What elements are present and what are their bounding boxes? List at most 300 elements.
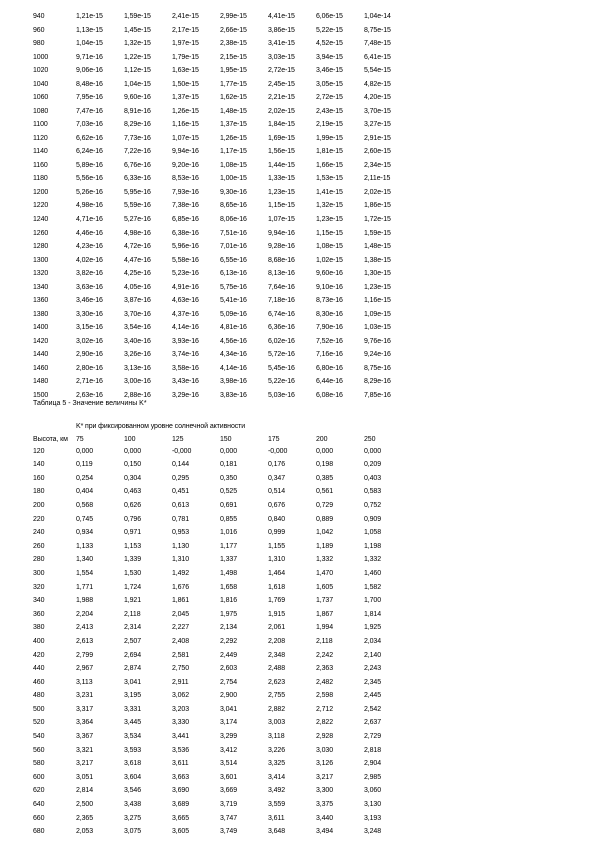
value-cell: 1,41e-15 [316, 188, 343, 196]
row-label-cell: 560 [33, 746, 45, 754]
value-cell: 3,217 [76, 760, 94, 768]
table-row [33, 581, 412, 595]
value-cell: 1,17e-15 [220, 148, 247, 156]
value-cell: 2,15e-15 [220, 53, 247, 61]
value-cell: 7,85e-16 [364, 391, 391, 399]
value-cell: 4,41e-15 [268, 13, 295, 20]
value-cell: 0,119 [76, 461, 93, 469]
value-cell: 3,87e-16 [124, 297, 151, 305]
value-cell: 6,41e-15 [364, 53, 391, 61]
row-label-cell: 1460 [33, 364, 49, 372]
value-cell: 2,814 [76, 787, 94, 795]
value-cell: 2,053 [76, 828, 94, 836]
table-row [33, 10, 412, 24]
value-cell: 2,045 [172, 610, 190, 618]
value-cell: 0,889 [316, 515, 334, 523]
table-row [33, 703, 412, 717]
row-label-cell: 1160 [33, 161, 48, 169]
value-cell: 1,63e-15 [172, 67, 199, 75]
value-cell: 4,56e-16 [220, 337, 247, 345]
value-cell: 2,488 [268, 665, 286, 673]
value-cell: 3,003 [268, 719, 286, 727]
table-row [33, 784, 412, 798]
value-cell: 3,665 [172, 814, 190, 822]
value-cell: 1,153 [124, 542, 142, 550]
value-cell: 9,76e-16 [364, 337, 391, 345]
value-cell: 8,30e-16 [316, 310, 343, 318]
value-cell: 1,81e-15 [316, 148, 343, 156]
value-cell: 2,694 [124, 651, 142, 659]
row-label-cell: 1500 [33, 391, 49, 399]
value-cell: 1,23e-15 [268, 188, 295, 196]
value-cell: 8,06e-16 [220, 215, 247, 223]
value-cell: 0,691 [220, 501, 238, 509]
value-cell: 2,45e-15 [268, 80, 295, 88]
value-cell: 2,71e-16 [76, 378, 103, 386]
row-label-cell: 1220 [33, 202, 49, 210]
value-cell: 1,554 [76, 569, 94, 577]
value-cell: 1,22e-15 [124, 53, 151, 61]
value-cell: 3,63e-16 [76, 283, 103, 291]
value-cell: 0,000 [124, 447, 142, 455]
value-cell: 1,08e-15 [316, 243, 343, 251]
value-cell: 4,47e-16 [124, 256, 151, 264]
value-cell: 8,68e-16 [268, 256, 295, 264]
value-cell: 1,13e-15 [76, 26, 103, 34]
value-cell: 1,45e-15 [124, 26, 151, 34]
table-row [33, 744, 412, 758]
value-cell: 2,729 [364, 733, 382, 741]
row-label-cell: 300 [33, 569, 45, 577]
value-cell: 0,350 [220, 474, 238, 482]
table-row [33, 621, 412, 635]
value-cell: 7,95e-16 [76, 94, 103, 102]
table-row [33, 24, 412, 38]
value-cell: 2,17e-15 [172, 26, 199, 34]
row-label-cell: 440 [33, 665, 45, 673]
value-cell: 9,94e-16 [268, 229, 295, 237]
value-cell: 6,62e-16 [76, 134, 103, 142]
table-row [33, 526, 412, 540]
value-cell: 0,385 [316, 474, 334, 482]
value-cell: 8,65e-16 [220, 202, 247, 210]
value-cell: 5,75e-16 [220, 283, 247, 291]
value-cell: 3,82e-16 [76, 270, 103, 278]
value-cell: 3,492 [268, 787, 286, 795]
value-cell: 3,412 [220, 746, 238, 754]
value-cell: 2,38e-15 [220, 40, 247, 48]
table-row [33, 485, 412, 499]
value-cell: 1,38e-15 [364, 256, 391, 264]
row-label-cell: 1200 [33, 188, 49, 196]
value-cell: 5,03e-16 [268, 391, 295, 399]
value-cell: 0,150 [124, 461, 142, 469]
value-cell: 1,12e-15 [124, 67, 151, 75]
value-cell: 4,71e-16 [76, 215, 103, 223]
value-cell: 3,13e-16 [124, 364, 151, 372]
value-cell: 5,45e-16 [268, 364, 295, 372]
row-label-cell: 260 [33, 542, 45, 550]
value-cell: 1,99e-15 [316, 134, 343, 142]
value-cell: 2,613 [76, 637, 94, 645]
value-cell: 3,27e-15 [364, 121, 391, 129]
value-cell: 1,618 [268, 583, 286, 591]
value-cell: 1,915 [268, 610, 286, 618]
table-row [33, 294, 412, 308]
row-label-cell: 320 [33, 583, 45, 591]
value-cell: 3,03e-15 [268, 53, 295, 61]
value-cell: 3,618 [124, 760, 142, 768]
value-cell: 1,016 [220, 529, 238, 537]
value-cell: 8,75e-15 [364, 26, 391, 34]
value-cell: 3,669 [220, 787, 238, 795]
value-cell: 0,745 [76, 515, 94, 523]
value-cell: 3,441 [172, 733, 190, 741]
value-cell: 8,29e-16 [124, 121, 151, 129]
value-cell: 3,605 [172, 828, 190, 836]
value-cell: 2,900 [220, 692, 238, 700]
value-cell: 2,911 [172, 678, 189, 686]
value-cell: 8,75e-16 [364, 364, 391, 372]
row-label-cell: 980 [33, 40, 45, 48]
table-row [33, 78, 412, 92]
column-header: 150 [220, 435, 232, 443]
value-cell: 3,611 [172, 760, 189, 768]
value-cell: 3,83e-16 [220, 391, 247, 399]
table-row [33, 553, 412, 567]
table-row [33, 458, 412, 472]
value-cell: 3,438 [124, 801, 142, 809]
value-cell: 2,118 [316, 637, 333, 645]
table-row [33, 594, 412, 608]
value-cell: 0,796 [124, 515, 142, 523]
value-cell: 3,593 [124, 746, 142, 754]
row-label-cell: 500 [33, 705, 45, 713]
table-top [33, 10, 412, 402]
row-label-cell: 600 [33, 773, 45, 781]
value-cell: 3,494 [316, 828, 334, 836]
value-cell: 3,46e-16 [76, 297, 103, 305]
value-cell: 3,075 [124, 828, 142, 836]
value-cell: 1,33e-15 [268, 175, 295, 183]
table-row [33, 649, 412, 663]
row-label-cell: 480 [33, 692, 45, 700]
table-row [33, 757, 412, 771]
value-cell: 1,130 [172, 542, 190, 550]
value-cell: 2,34e-15 [364, 161, 391, 169]
table-row [33, 64, 412, 78]
row-label-cell: 960 [33, 26, 45, 34]
table-row [33, 335, 412, 349]
value-cell: 1,97e-15 [172, 40, 199, 48]
value-cell: 2,882 [268, 705, 286, 713]
value-cell: 0,463 [124, 488, 142, 496]
table-row [33, 105, 412, 119]
value-cell: 0,953 [172, 529, 190, 537]
value-cell: 0,729 [316, 501, 334, 509]
value-cell: 9,28e-16 [268, 243, 295, 251]
table-row [33, 567, 412, 581]
value-cell: 2,90e-16 [76, 351, 103, 359]
table-row [33, 635, 412, 649]
value-cell: 1,464 [268, 569, 286, 577]
value-cell: 1,925 [364, 624, 382, 632]
value-cell: 1,700 [364, 597, 382, 605]
value-cell: 3,440 [316, 814, 334, 822]
column-header: 125 [172, 435, 184, 443]
row-label-cell: 620 [33, 787, 45, 795]
row-label-cell: 360 [33, 610, 45, 618]
value-cell: 6,85e-16 [172, 215, 199, 223]
value-cell: 3,690 [172, 787, 190, 795]
value-cell: 1,16e-15 [172, 121, 199, 129]
value-cell: 7,64e-16 [268, 283, 295, 291]
value-cell: 3,113 [76, 678, 93, 686]
value-cell: 1,48e-15 [220, 107, 247, 115]
value-cell: 3,375 [316, 801, 334, 809]
value-cell: 0,176 [268, 461, 286, 469]
row-label-cell: 220 [33, 515, 45, 523]
row-label-cell: 1300 [33, 256, 49, 264]
value-cell: 2,91e-15 [364, 134, 391, 142]
value-cell: 3,367 [76, 733, 94, 741]
value-cell: 2,712 [316, 705, 334, 713]
value-cell: 2,292 [220, 637, 238, 645]
row-label-cell: 1120 [33, 134, 48, 142]
value-cell: 3,203 [172, 705, 190, 713]
value-cell: 1,658 [220, 583, 238, 591]
row-label-cell: 580 [33, 760, 45, 768]
row-label-cell: 280 [33, 556, 45, 564]
value-cell: 7,01e-16 [220, 243, 247, 251]
value-cell: 4,25e-16 [124, 270, 151, 278]
value-cell: 5,56e-16 [76, 175, 103, 183]
value-cell: 1,04e-15 [76, 40, 103, 48]
value-cell: 1,492 [172, 569, 190, 577]
value-cell: 1,23e-15 [364, 283, 391, 291]
value-cell: 7,47e-16 [76, 107, 103, 115]
value-cell: 0,403 [364, 474, 382, 482]
value-cell: 8,91e-16 [124, 107, 151, 115]
value-cell: 1,15e-15 [316, 229, 343, 237]
value-cell: 1,921 [124, 597, 142, 605]
table-row [33, 254, 412, 268]
value-cell: 3,70e-15 [364, 107, 391, 115]
value-cell: 3,193 [364, 814, 382, 822]
value-cell: 1,59e-15 [124, 13, 151, 20]
table-row [33, 213, 412, 227]
column-header: 200 [316, 435, 328, 443]
row-label-cell: 240 [33, 529, 45, 537]
value-cell: 0,209 [364, 461, 382, 469]
value-cell: 1,95e-15 [220, 67, 247, 75]
value-cell: 2,208 [268, 637, 286, 645]
value-cell: 1,50e-15 [172, 80, 199, 88]
value-cell: 3,86e-15 [268, 26, 295, 34]
value-cell: 1,07e-15 [268, 215, 295, 223]
value-cell: 2,482 [316, 678, 334, 686]
value-cell: 8,29e-16 [364, 378, 391, 386]
value-cell: 1,15e-15 [268, 202, 295, 210]
row-label-cell: 1480 [33, 378, 49, 386]
value-cell: 1,498 [220, 569, 238, 577]
value-cell: 2,799 [76, 651, 94, 659]
value-cell: 2,314 [124, 624, 142, 632]
value-cell: 3,534 [124, 733, 142, 741]
table-row [33, 798, 412, 812]
table-row [33, 771, 412, 785]
value-cell: 1,133 [76, 542, 94, 550]
row-label-cell: 1280 [33, 243, 49, 251]
row-label-cell: 1380 [33, 310, 49, 318]
value-cell: 5,22e-16 [268, 378, 295, 386]
value-cell: 1,26e-15 [172, 107, 199, 115]
value-cell: 5,89e-16 [76, 161, 103, 169]
value-cell: 1,058 [364, 529, 382, 537]
value-cell: 3,05e-15 [316, 80, 343, 88]
value-cell: 3,15e-16 [76, 324, 103, 332]
value-cell: 5,95e-16 [124, 188, 151, 196]
value-cell: 3,689 [172, 801, 190, 809]
value-cell: 3,445 [124, 719, 142, 727]
table-row [33, 730, 412, 744]
value-cell: 3,663 [172, 773, 190, 781]
table-caption: Таблица 5 - Значение величины K* [33, 400, 147, 407]
value-cell: 5,96e-16 [172, 243, 199, 251]
value-cell: 1,582 [364, 583, 382, 591]
value-cell: 3,514 [220, 760, 238, 768]
value-cell: 7,03e-16 [76, 121, 103, 129]
value-cell: 1,737 [316, 597, 334, 605]
value-cell: 3,217 [316, 773, 334, 781]
value-cell: 1,814 [364, 610, 382, 618]
table-row [33, 91, 412, 105]
value-cell: 3,58e-16 [172, 364, 199, 372]
value-cell: 3,559 [268, 801, 286, 809]
height-header: Высота, км [33, 435, 68, 443]
value-cell: 5,72e-16 [268, 351, 295, 359]
value-cell: 4,98e-16 [124, 229, 151, 237]
value-cell: 6,44e-16 [316, 378, 343, 386]
value-cell: 3,275 [124, 814, 142, 822]
value-cell: 4,63e-16 [172, 297, 199, 305]
value-cell: 3,749 [220, 828, 238, 836]
value-cell: 2,02e-15 [268, 107, 295, 115]
value-cell: 5,23e-16 [172, 270, 199, 278]
table-row [33, 240, 412, 254]
row-label-cell: 520 [33, 719, 45, 727]
value-cell: 1,988 [76, 597, 94, 605]
value-cell: 2,41e-15 [172, 13, 199, 20]
row-label-cell: 540 [33, 733, 45, 741]
value-cell: 1,310 [268, 556, 286, 564]
table-bottom [33, 420, 412, 839]
value-cell: 0,347 [268, 474, 286, 482]
value-cell: 3,719 [220, 801, 238, 809]
row-label-cell: 1340 [33, 283, 49, 291]
table-row [33, 676, 412, 690]
value-cell: 6,13e-16 [220, 270, 247, 278]
table-row [33, 132, 412, 146]
value-cell: 6,02e-16 [268, 337, 295, 345]
value-cell: 2,204 [76, 610, 94, 618]
value-cell: 1,03e-15 [364, 324, 391, 332]
value-cell: 9,24e-16 [364, 351, 391, 359]
value-cell: 0,613 [172, 501, 190, 509]
value-cell: 3,54e-16 [124, 324, 151, 332]
value-cell: 1,460 [364, 569, 382, 577]
value-cell: 6,24e-16 [76, 148, 103, 156]
value-cell: 3,74e-16 [172, 351, 199, 359]
value-cell: 9,60e-16 [316, 270, 343, 278]
value-cell: 0,525 [220, 488, 238, 496]
value-cell: 1,84e-15 [268, 121, 295, 129]
value-cell: -0,000 [268, 447, 288, 455]
value-cell: 0,304 [124, 474, 142, 482]
value-cell: 1,37e-15 [172, 94, 199, 102]
value-cell: 0,752 [364, 501, 382, 509]
value-cell: 2,134 [220, 624, 238, 632]
value-cell: 3,299 [220, 733, 238, 741]
value-cell: 1,340 [76, 556, 94, 564]
value-cell: 1,66e-15 [316, 161, 343, 169]
value-cell: 4,02e-16 [76, 256, 103, 264]
table-row [33, 321, 412, 335]
value-cell: 0,181 [220, 461, 238, 469]
value-cell: 2,445 [364, 692, 382, 700]
row-label-cell: 1000 [33, 53, 49, 61]
value-cell: 3,604 [124, 773, 142, 781]
value-cell: 0,909 [364, 515, 382, 523]
table-row [33, 227, 412, 241]
value-cell: 1,30e-15 [364, 270, 391, 278]
value-cell: 2,118 [124, 610, 141, 618]
value-cell: 1,86e-15 [364, 202, 391, 210]
value-cell: 1,04e-15 [124, 80, 151, 88]
row-label-cell: 460 [33, 678, 45, 686]
value-cell: 1,676 [172, 583, 190, 591]
value-cell: 0,295 [172, 474, 190, 482]
value-cell: 3,331 [124, 705, 142, 713]
value-cell: 5,59e-16 [124, 202, 151, 210]
value-cell: -0,000 [172, 447, 192, 455]
value-cell: 4,14e-16 [172, 324, 199, 332]
value-cell: 1,09e-15 [364, 310, 391, 318]
row-label-cell: 1100 [33, 121, 48, 129]
value-cell: 3,98e-16 [220, 378, 247, 386]
value-cell: 6,08e-16 [316, 391, 343, 399]
value-cell: 4,82e-15 [364, 80, 391, 88]
table-row [33, 281, 412, 295]
value-cell: 1,975 [220, 610, 238, 618]
row-label-cell: 140 [33, 461, 45, 469]
value-cell: 7,18e-16 [268, 297, 295, 305]
value-cell: 2,60e-15 [364, 148, 391, 156]
value-cell: 4,91e-16 [172, 283, 199, 291]
value-cell: 3,231 [76, 692, 94, 700]
value-cell: 3,325 [268, 760, 286, 768]
value-cell: 3,174 [220, 719, 238, 727]
value-cell: 4,98e-16 [76, 202, 103, 210]
value-cell: 3,70e-16 [124, 310, 151, 318]
value-cell: 0,971 [124, 529, 142, 537]
value-cell: 1,771 [76, 583, 94, 591]
value-cell: 2,348 [268, 651, 286, 659]
value-cell: 7,73e-16 [124, 134, 151, 142]
value-cell: 0,568 [76, 501, 94, 509]
value-cell: 3,051 [76, 773, 94, 781]
value-cell: 2,822 [316, 719, 334, 727]
